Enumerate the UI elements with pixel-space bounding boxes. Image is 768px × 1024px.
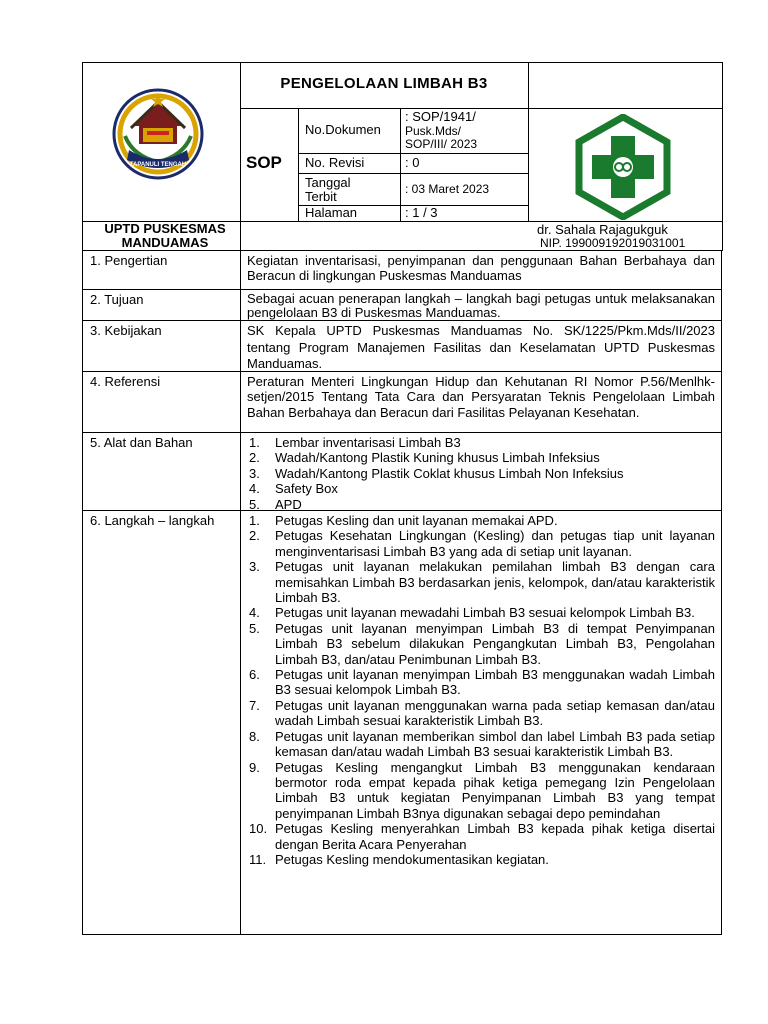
step-item-text: Petugas unit layanan menyimpan Limbah B3 menggunakan wadah Limbah B3 sesuai kelompok Limbah B3. <box>275 667 715 698</box>
org-name-line2: MANDUAMAS <box>121 235 209 250</box>
step-item <box>247 528 715 559</box>
alat-item <box>247 435 715 450</box>
meta-value-no-dokumen-1: : SOP/1941/ <box>405 109 476 124</box>
step-item-number: 10. <box>249 821 268 837</box>
meta-label-no-dokumen: No.Dokumen <box>305 122 381 137</box>
alat-item-text: APD <box>275 496 302 512</box>
step-item-number: 5. <box>249 620 260 636</box>
step-item-number: 1. <box>249 513 260 528</box>
meta-value-halaman: : 1 / 3 <box>405 205 438 220</box>
regency-logo <box>103 84 213 184</box>
step-item-text: Petugas Kesling mengangkut Limbah B3 menggunakan kendaraan bermotor roda empat kepada pihak ketiga pemegang Izin Pengelolaan Limbah B3 untuk kegiatan Penyimpanan Limbah B3 yang tempat penyimpanan Limbah B3nya digunakan sebagai depo pemindahan <box>275 759 715 821</box>
step-item <box>247 621 715 667</box>
step-item <box>247 559 715 605</box>
section-label: 3. Kebijakan <box>90 323 162 338</box>
alat-item-text: Lembar inventarisasi Limbah B3 <box>275 435 461 450</box>
step-item <box>247 513 715 528</box>
meta-label-no-revisi: No. Revisi <box>305 155 365 170</box>
step-item-number: 11. <box>249 851 267 867</box>
puskesmas-logo <box>570 114 676 220</box>
section-content: Kegiatan inventarisasi, penyimpanan dan penggunaan Bahan Berbahaya dan Beracun di lingkungan Puskesmas Manduamas <box>247 253 715 284</box>
step-item <box>247 821 715 852</box>
alat-item-text: Wadah/Kantong Plastik Coklat khusus Limbah Non Infeksius <box>275 465 624 481</box>
section-label: 2. Tujuan <box>90 292 144 307</box>
alat-item <box>247 466 715 481</box>
section-kebijakan <box>82 320 722 371</box>
section-label: 1. Pengertian <box>90 253 168 268</box>
alat-list <box>247 435 715 512</box>
meta-value-no-dokumen-2: Pusk.Mds/ <box>405 124 462 138</box>
meta-value-tanggal: : 03 Maret 2023 <box>405 182 490 196</box>
alat-item-number: 3. <box>249 465 260 481</box>
step-item <box>247 605 715 620</box>
svg-text:TAPANULI TENGAH: TAPANULI TENGAH <box>129 162 187 168</box>
section-label: 5. Alat dan Bahan <box>90 435 193 450</box>
section-content <box>247 513 715 867</box>
org-name-line1: UPTD PUSKESMAS <box>104 221 226 236</box>
alat-item-number: 1. <box>249 435 260 450</box>
section-content: Sebagai acuan penerapan langkah – langkah bagi petugas untuk melaksanakan pengelolaan B3 di Puskesmas Manduamas. <box>247 291 715 320</box>
step-item-text: Petugas unit layanan menggunakan warna pada setiap kemasan dan/atau wadah Limbah sesuai karakteristik Limbah B3. <box>275 697 715 729</box>
section-label: 6. Langkah – langkah <box>90 513 215 528</box>
section-langkah <box>82 510 722 935</box>
step-item <box>247 729 715 760</box>
step-item-text: Petugas unit layanan menyimpan Limbah B3 di tempat Penyimpanan Limbah B3 sebelum dilakukan Pengangkutan Limbah B3, Pengolahan Limbah B3, dan/atau Penimbunan Limbah B3. <box>275 620 715 667</box>
step-item-text: Petugas unit layanan melakukan pemilahan limbah B3 dengan cara memisahkan Limbah B3 berdasarkan jenis, kelompok, dan/atau karakteristik Limbah B3. <box>275 559 715 606</box>
alat-item <box>247 450 715 465</box>
step-item-number: 3. <box>249 559 260 575</box>
section-label: 4. Referensi <box>90 374 161 389</box>
step-item-text: Petugas unit layanan mewadahi Limbah B3 sesuai kelompok Limbah B3. <box>275 605 695 621</box>
step-item-number: 4. <box>249 605 260 621</box>
alat-item <box>247 481 715 496</box>
alat-item-number: 2. <box>249 450 260 466</box>
step-item-text: Petugas Kesling dan unit layanan memakai APD. <box>275 513 558 528</box>
section-content: SK Kepala UPTD Puskesmas Manduamas No. SK/1225/Pkm.Mds/II/2023 tentang Program Manajemen Fasilitas dan Keselamatan UPTD Puskesmas Manduamas. <box>247 323 715 371</box>
step-item <box>247 667 715 698</box>
step-item-number: 8. <box>249 728 260 744</box>
meta-label-tanggal: Tanggal <box>305 175 351 190</box>
step-list <box>247 513 715 867</box>
sop-label: SOP <box>246 153 282 172</box>
meta-label-halaman: Halaman <box>305 205 358 220</box>
step-item <box>247 760 715 822</box>
meta-value-no-revisi: : 0 <box>405 155 420 170</box>
section-content <box>247 435 715 512</box>
alat-item-number: 4. <box>249 481 260 497</box>
step-item-text: Petugas Kesehatan Lingkungan (Kesling) dan petugas tiap unit layanan menginventarisasi Limbah B3 yang ada di setiap unit layanan. <box>275 528 715 559</box>
step-item-text: Petugas Kesling mendokumentasikan kegiatan. <box>275 851 549 867</box>
document-title: PENGELOLAAN LIMBAH B3 <box>280 75 488 92</box>
section-tujuan <box>82 289 722 320</box>
section-referensi <box>82 371 722 432</box>
step-item-number: 7. <box>249 697 260 713</box>
meta-label-terbit: Terbit <box>305 189 337 204</box>
step-item-number: 6. <box>249 667 260 683</box>
section-content: Peraturan Menteri Lingkungan Hidup dan Kehutanan RI Nomor P.56/Menlhk-setjen/2015 Tentang Tata Cara dan Persyaratan Teknis Pengelolaan Limbah Bahan Berbahaya dan Beracun dari Fasilitas Pelayanan Kesehatan. <box>247 374 715 420</box>
alat-item-number: 5. <box>249 496 260 512</box>
step-item-text: Petugas unit layanan memberikan simbol dan label Limbah B3 pada setiap kemasan dan/atau wadah Limbah B3 sesuai karakteristik Limbah B3. <box>275 728 715 760</box>
step-item-text: Petugas Kesling menyerahkan Limbah B3 kepada pihak ketiga disertai dengan Berita Acara Penyerahan <box>275 821 715 852</box>
section-pengertian <box>82 250 722 289</box>
step-item <box>247 852 715 867</box>
step-item-number: 2. <box>249 528 260 544</box>
section-alat-bahan <box>82 432 722 510</box>
step-item-number: 9. <box>249 759 260 775</box>
alat-item-text: Safety Box <box>275 481 338 497</box>
signer-name: dr. Sahala Rajagukguk <box>537 222 668 237</box>
step-item <box>247 698 715 729</box>
alat-item-text: Wadah/Kantong Plastik Kuning khusus Limbah Infeksius <box>275 450 600 466</box>
meta-value-no-dokumen-3: SOP/III/ 2023 <box>405 137 478 151</box>
signer-nip: NIP. 199009192019031001 <box>540 236 686 250</box>
